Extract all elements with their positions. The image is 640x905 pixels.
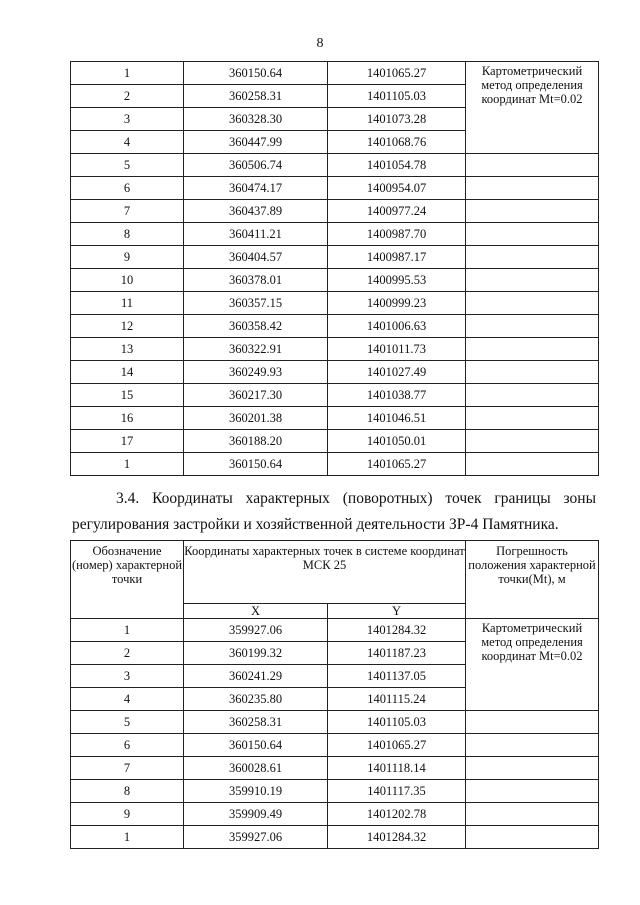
empty-cell	[466, 803, 599, 826]
y-coordinate-cell: 1401105.03	[328, 711, 466, 734]
x-coordinate-cell: 360258.31	[184, 85, 328, 108]
y-coordinate-cell: 1401006.63	[328, 315, 466, 338]
empty-cell	[466, 154, 599, 177]
y-coordinate-cell: 1401118.14	[328, 757, 466, 780]
table-row	[71, 292, 599, 315]
y-coordinate-cell: 1401284.32	[328, 826, 466, 849]
table-row	[71, 384, 599, 407]
point-number-cell: 15	[71, 384, 184, 407]
table-row	[71, 780, 599, 803]
coordinates-table-1	[70, 61, 599, 476]
section-heading-line-1: 3.4. Координаты характерных (поворотных) точек границы зоны	[116, 490, 596, 507]
y-coordinate-cell: 1400987.17	[328, 246, 466, 269]
table-row	[71, 177, 599, 200]
x-coordinate-cell: 360028.61	[184, 757, 328, 780]
empty-cell	[466, 200, 599, 223]
table-row	[71, 62, 599, 85]
y-coordinate-cell: 1401027.49	[328, 361, 466, 384]
y-coordinate-cell: 1400977.24	[328, 200, 466, 223]
table-row	[71, 757, 599, 780]
x-coordinate-cell: 360358.42	[184, 315, 328, 338]
point-number-cell: 6	[71, 734, 184, 757]
table-row	[71, 453, 599, 476]
table-row	[71, 711, 599, 734]
y-coordinate-cell: 1400987.70	[328, 223, 466, 246]
x-coordinate-cell: 360447.99	[184, 131, 328, 154]
table-row	[71, 407, 599, 430]
empty-cell	[466, 246, 599, 269]
x-coordinate-cell: 360404.57	[184, 246, 328, 269]
header-y: Y	[328, 604, 466, 619]
y-coordinate-cell: 1401011.73	[328, 338, 466, 361]
x-coordinate-cell: 360188.20	[184, 430, 328, 453]
point-number-cell: 7	[71, 200, 184, 223]
point-number-cell: 1	[71, 62, 184, 85]
empty-cell	[466, 430, 599, 453]
point-number-cell: 3	[71, 665, 184, 688]
empty-cell	[466, 780, 599, 803]
y-coordinate-cell: 1401065.27	[328, 453, 466, 476]
section-heading	[72, 486, 596, 538]
empty-cell	[466, 407, 599, 430]
empty-cell	[466, 338, 599, 361]
point-number-cell: 4	[71, 131, 184, 154]
y-coordinate-cell: 1401105.03	[328, 85, 466, 108]
header-error: Погрешность положения характерной точки(Mt), м	[466, 541, 599, 619]
x-coordinate-cell: 360235.80	[184, 688, 328, 711]
empty-cell	[466, 269, 599, 292]
point-number-cell: 13	[71, 338, 184, 361]
x-coordinate-cell: 359927.06	[184, 826, 328, 849]
empty-cell	[466, 315, 599, 338]
table-row	[71, 361, 599, 384]
method-note-cell: Картометрический метод определения координат Mt=0.02	[466, 62, 599, 154]
page-number: 8	[316, 36, 324, 51]
table-row	[71, 246, 599, 269]
point-number-cell: 8	[71, 223, 184, 246]
x-coordinate-cell: 360150.64	[184, 453, 328, 476]
point-number-cell: 17	[71, 430, 184, 453]
y-coordinate-cell: 1401137.05	[328, 665, 466, 688]
point-number-cell: 14	[71, 361, 184, 384]
empty-cell	[466, 757, 599, 780]
empty-cell	[466, 177, 599, 200]
table-row	[71, 338, 599, 361]
header-point-id: Обозначение (номер) характерной точки	[71, 541, 184, 619]
table-row	[71, 734, 599, 757]
point-number-cell: 3	[71, 108, 184, 131]
point-number-cell: 5	[71, 711, 184, 734]
point-number-cell: 5	[71, 154, 184, 177]
table-row	[71, 315, 599, 338]
table-row	[71, 430, 599, 453]
point-number-cell: 7	[71, 757, 184, 780]
table-row	[71, 223, 599, 246]
point-number-cell: 6	[71, 177, 184, 200]
empty-cell	[466, 292, 599, 315]
y-coordinate-cell: 1401046.51	[328, 407, 466, 430]
header-x: X	[184, 604, 328, 619]
x-coordinate-cell: 360199.32	[184, 642, 328, 665]
y-coordinate-cell: 1401284.32	[328, 619, 466, 642]
empty-cell	[466, 826, 599, 849]
empty-cell	[466, 361, 599, 384]
table-row	[71, 269, 599, 292]
header-coordinates: Координаты характерных точек в системе координат МСК 25	[184, 541, 466, 604]
y-coordinate-cell: 1400954.07	[328, 177, 466, 200]
y-coordinate-cell: 1401115.24	[328, 688, 466, 711]
point-number-cell: 1	[71, 619, 184, 642]
y-coordinate-cell: 1401073.28	[328, 108, 466, 131]
point-number-cell: 1	[71, 453, 184, 476]
x-coordinate-cell: 360150.64	[184, 734, 328, 757]
x-coordinate-cell: 360201.38	[184, 407, 328, 430]
empty-cell	[466, 384, 599, 407]
empty-cell	[466, 453, 599, 476]
point-number-cell: 11	[71, 292, 184, 315]
table-row	[71, 200, 599, 223]
table-row	[71, 154, 599, 177]
x-coordinate-cell: 360357.15	[184, 292, 328, 315]
x-coordinate-cell: 360378.01	[184, 269, 328, 292]
y-coordinate-cell: 1401068.76	[328, 131, 466, 154]
method-note-cell: Картометрический метод определения координат Mt=0.02	[466, 619, 599, 711]
x-coordinate-cell: 360474.17	[184, 177, 328, 200]
y-coordinate-cell: 1401187.23	[328, 642, 466, 665]
point-number-cell: 2	[71, 642, 184, 665]
x-coordinate-cell: 360217.30	[184, 384, 328, 407]
x-coordinate-cell: 360241.29	[184, 665, 328, 688]
empty-cell	[466, 734, 599, 757]
x-coordinate-cell: 360249.93	[184, 361, 328, 384]
x-coordinate-cell: 360506.74	[184, 154, 328, 177]
empty-cell	[466, 223, 599, 246]
y-coordinate-cell: 1401065.27	[328, 62, 466, 85]
y-coordinate-cell: 1401117.35	[328, 780, 466, 803]
point-number-cell: 9	[71, 803, 184, 826]
y-coordinate-cell: 1401065.27	[328, 734, 466, 757]
point-number-cell: 9	[71, 246, 184, 269]
y-coordinate-cell: 1400999.23	[328, 292, 466, 315]
point-number-cell: 8	[71, 780, 184, 803]
section-heading-line-2: регулирования застройки и хозяйственной деятельности ЗР-4 Памятника.	[72, 516, 559, 533]
y-coordinate-cell: 1400995.53	[328, 269, 466, 292]
x-coordinate-cell: 360437.89	[184, 200, 328, 223]
table-row	[71, 826, 599, 849]
x-coordinate-cell: 359909.49	[184, 803, 328, 826]
point-number-cell: 12	[71, 315, 184, 338]
point-number-cell: 1	[71, 826, 184, 849]
point-number-cell: 16	[71, 407, 184, 430]
y-coordinate-cell: 1401050.01	[328, 430, 466, 453]
y-coordinate-cell: 1401202.78	[328, 803, 466, 826]
empty-cell	[466, 711, 599, 734]
y-coordinate-cell: 1401054.78	[328, 154, 466, 177]
point-number-cell: 2	[71, 85, 184, 108]
x-coordinate-cell: 360411.21	[184, 223, 328, 246]
x-coordinate-cell: 360150.64	[184, 62, 328, 85]
coordinates-table-2	[70, 540, 599, 849]
table-row	[71, 803, 599, 826]
point-number-cell: 4	[71, 688, 184, 711]
x-coordinate-cell: 360258.31	[184, 711, 328, 734]
table-row	[71, 619, 599, 642]
x-coordinate-cell: 359910.19	[184, 780, 328, 803]
x-coordinate-cell: 359927.06	[184, 619, 328, 642]
y-coordinate-cell: 1401038.77	[328, 384, 466, 407]
x-coordinate-cell: 360322.91	[184, 338, 328, 361]
x-coordinate-cell: 360328.30	[184, 108, 328, 131]
point-number-cell: 10	[71, 269, 184, 292]
